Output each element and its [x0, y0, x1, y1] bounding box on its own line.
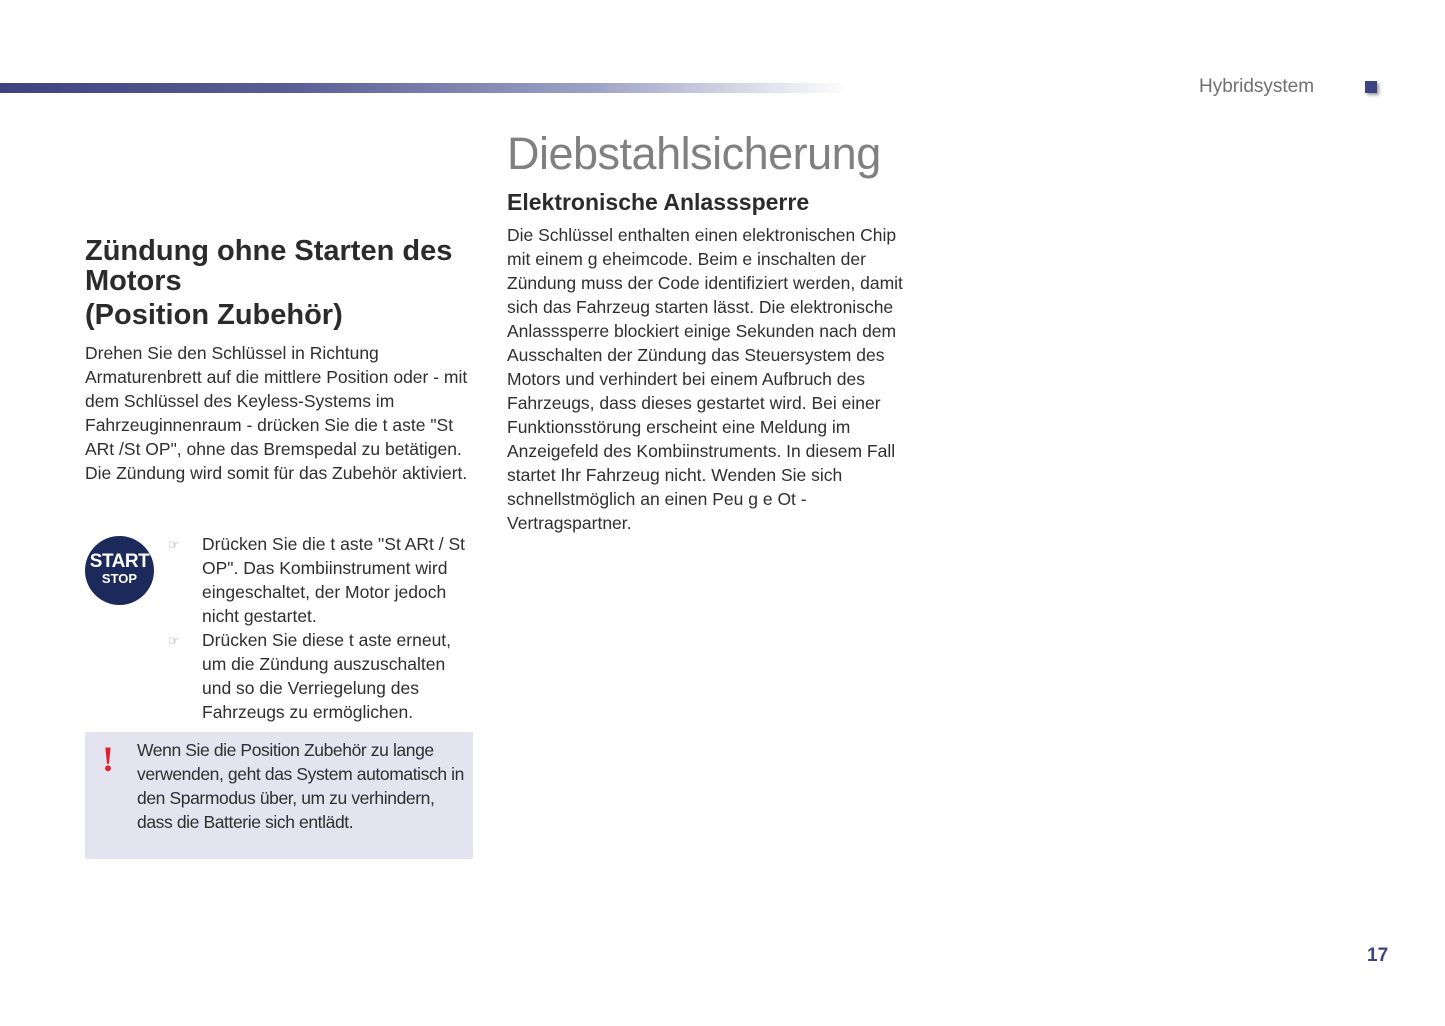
warning-box — [85, 732, 473, 859]
start-stop-button-icon — [85, 536, 154, 605]
left-paragraph: Drehen Sie den Schlüssel in Richtung Armaturenbrett auf die mittlere Position oder - mit dem Schlüssel des Keyless-Systems im Fahrzeuginnenraum - drücken Sie die t aste "St ARt /St OP", ohne das Bremspedal zu betätigen. Die Zündung wird somit für das Zubehör aktiviert. — [85, 343, 468, 483]
left-heading: Zündung ohne Starten des Motors — [85, 235, 453, 297]
stop-label: STOP — [101, 571, 138, 586]
pointing-hand-icon: ☞ — [168, 633, 180, 648]
list-item-text: Drücken Sie die t aste "St ARt / St OP". Das Kombiinstrument wird eingeschaltet, der Motor jedoch nicht gestartet. — [202, 534, 465, 626]
warning-exclamation-icon: ! — [102, 739, 114, 779]
list-item — [168, 628, 478, 724]
section-marker-icon — [1365, 81, 1377, 93]
right-paragraph: Die Schlüssel enthalten einen elektronischen Chip mit einem g eheimcode. Beim e inschalten der Zündung muss der Code identifiziert werden, damit sich das Fahrzeug starten lässt. Die elektronische Anlasssperre blockiert einige Sekunden nach dem Ausschalten der Zündung das Steuersystem des Motors und verhindert bei einem Aufbruch des Fahrzeugs, dass dieses gestartet wird. Bei einer Funktionsstörung erscheint eine Meldung im Anzeigefeld des Kombiinstruments. In diesem Fall startet Ihr Fahrzeug nicht. Wenden Sie sich schnellstmöglich an einen Peu g e Ot -Vertragspartner. — [507, 225, 903, 533]
pointing-hand-icon: ☞ — [168, 537, 180, 552]
page-title: Diebstahlsicherung — [507, 128, 881, 179]
header-gradient-bar — [0, 83, 850, 93]
start-label: START — [89, 551, 150, 572]
list-item-text: Drücken Sie diese t aste erneut, um die Zündung auszuschalten und so die Verriegelung des Fahrzeugs zu ermöglichen. — [202, 630, 452, 722]
page-number: 17 — [1367, 945, 1389, 966]
list-item — [168, 532, 478, 628]
section-title: Hybridsystem — [1199, 76, 1315, 97]
right-subheading: Elektronische Anlasssperre — [507, 189, 810, 215]
left-subheading: (Position Zubehör) — [85, 299, 343, 331]
warning-text: Wenn Sie die Position Zubehör zu lange verwenden, geht das System automatisch in den Sparmodus über, um zu verhindern, dass die Batterie sich entlädt. — [137, 740, 464, 832]
instruction-list — [168, 532, 478, 724]
